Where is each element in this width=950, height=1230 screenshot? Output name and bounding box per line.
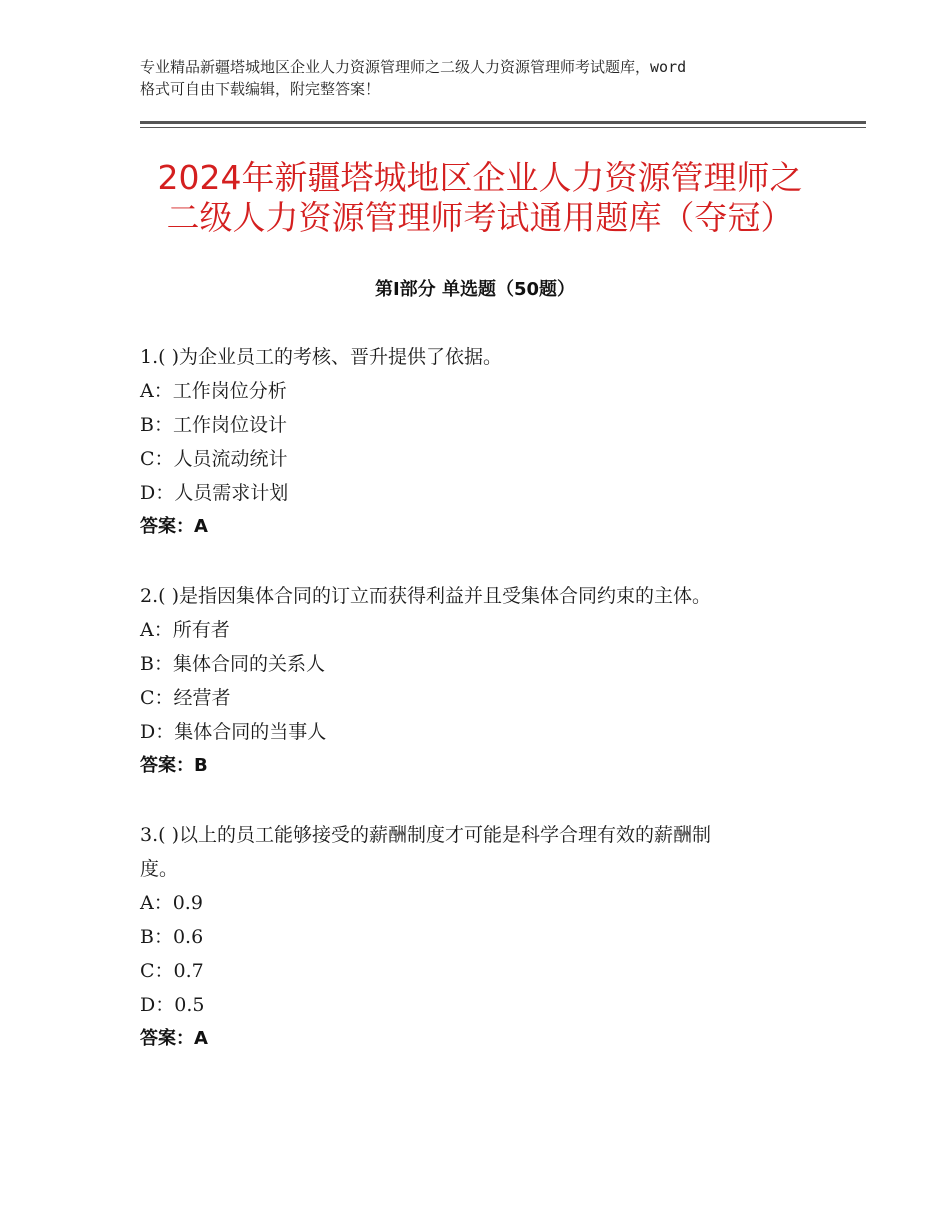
document-title xyxy=(110,158,850,238)
option-b: B：工作岗位设计 xyxy=(140,414,287,436)
header-note-line-1: 专业精品新疆塔城地区企业人力资源管理师之二级人力资源管理师考试题库，word xyxy=(140,58,687,76)
header-note xyxy=(140,56,830,100)
document-title-line-2: 二级人力资源管理师考试通用题库（夺冠） xyxy=(166,198,794,237)
question-3 xyxy=(140,818,840,1056)
option-d: D：0.5 xyxy=(140,994,205,1016)
question-stem-line-1: 3.( )以上的员工能够接受的薪酬制度才可能是科学合理有效的薪酬制 xyxy=(140,824,711,846)
option-c: C：人员流动统计 xyxy=(140,448,288,470)
document-title-line-1: 2024年新疆塔城地区企业人力资源管理师之 xyxy=(157,158,803,197)
header-divider-thin xyxy=(140,127,866,128)
section-heading: 第Ⅰ部分 单选题（50题） xyxy=(374,279,575,300)
option-c: C：经营者 xyxy=(140,687,231,709)
question-1 xyxy=(140,340,840,544)
question-stem-line-2: 度。 xyxy=(140,858,179,880)
option-a: A：工作岗位分析 xyxy=(140,380,287,402)
option-d: D：集体合同的当事人 xyxy=(140,721,327,743)
answer-label: 答案：A xyxy=(140,1028,208,1049)
question-stem: 1.( )为企业员工的考核、晋升提供了依据。 xyxy=(140,346,502,368)
answer-label: 答案：A xyxy=(140,516,208,537)
option-b: B：集体合同的关系人 xyxy=(140,653,325,675)
option-c: C：0.7 xyxy=(140,960,204,982)
question-2 xyxy=(140,579,840,783)
option-b: B：0.6 xyxy=(140,926,204,948)
answer-label: 答案：B xyxy=(140,755,208,776)
option-a: A：所有者 xyxy=(140,619,230,641)
header-divider-thick xyxy=(140,121,866,124)
header-note-line-2: 格式可自由下载编辑，附完整答案！ xyxy=(140,80,381,98)
option-a: A：0.9 xyxy=(140,892,203,914)
option-d: D：人员需求计划 xyxy=(140,482,289,504)
question-stem: 2.( )是指因集体合同的订立而获得利益并且受集体合同约束的主体。 xyxy=(140,585,711,607)
